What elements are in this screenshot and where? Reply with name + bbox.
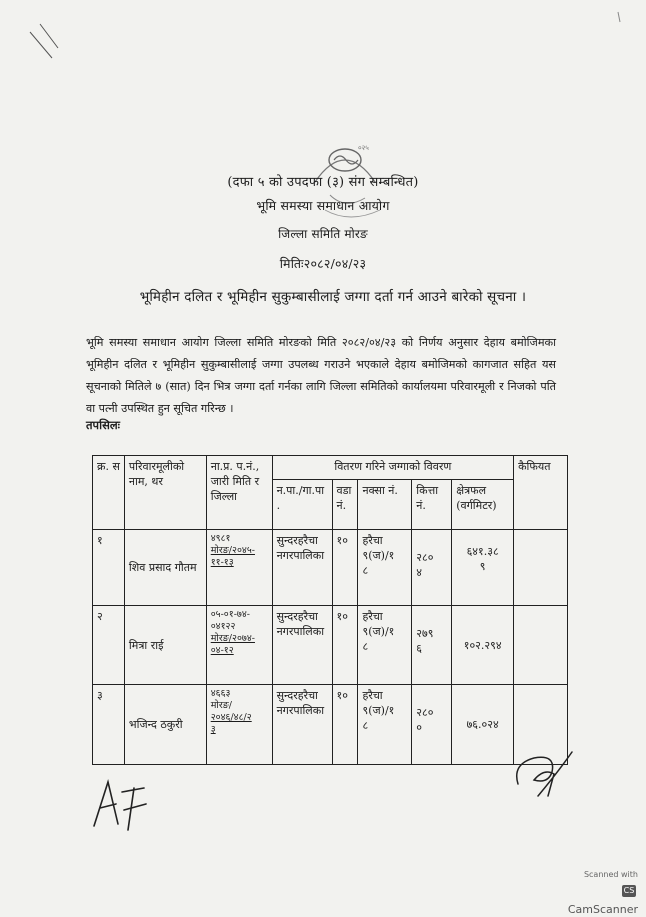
district-committee-name: जिल्ला समिति मोरङ: [278, 227, 368, 241]
citizenship-issue: मोरङ/२०४५-: [210, 545, 255, 557]
serial-cell: २: [93, 606, 125, 684]
citizenship-issue: मोरङ/: [210, 699, 232, 711]
area-line: १०२.२९४: [463, 638, 502, 652]
plot-line: ०: [416, 720, 423, 734]
citizenship-issue: ११-१३: [210, 557, 234, 569]
ward-cell: १०: [332, 684, 358, 764]
table-header-row: [93, 456, 568, 480]
remarks-cell: [514, 530, 568, 606]
svg-text:०२५: ०२५: [358, 144, 369, 152]
header-land-details: वितरण गरिने जग्गाको विवरण: [272, 456, 514, 480]
citizenship-number: ०५-०१-७४-: [210, 609, 250, 621]
area-cell: [452, 530, 514, 606]
handwritten-signature-right: [508, 744, 576, 806]
map-sheet-line: ८: [362, 640, 369, 654]
map-sheet-cell: [358, 530, 412, 606]
area-line: ७६.०२४: [466, 717, 499, 731]
plot-line: २८०: [416, 705, 434, 719]
camscanner-brand-label: CamScanner: [567, 903, 638, 916]
camscanner-logo-icon: CS: [623, 886, 635, 895]
map-sheet-line: हरैचा: [362, 688, 383, 702]
land-distribution-table: [92, 455, 568, 765]
map-sheet-line: ९(ज)/१: [362, 549, 395, 563]
name-cell: मित्रा राई: [124, 606, 206, 684]
header-ward: वडा नं.: [332, 480, 358, 530]
area-line: ६४१.३८: [466, 545, 499, 559]
notice-date: मितिः२०८२/०४/२३: [279, 256, 367, 271]
notice-body-paragraph: भूमि समस्या समाधान आयोग जिल्ला समिति मोरङको मिति २०८२/०४/२३ को निर्णय अनुसार देहाय बमोजिमका भूमिहीन दलित र भूमिहीन सुकुम्बासीलाई जग्गा उपलब्ध गराउने भएकाले देहाय बमोजिमको कागजात सहित यस सूचनाको मितिले ७ (सात) दिन भित्र जग्गा दर्ता गर्नका लागि जिल्ला समितिको कार्यालयमा परिवारमूली र निजको पति वा पत्नी उपस्थित हुन सूचित गरिन्छ ।: [86, 336, 556, 415]
plot-cell: [412, 684, 452, 764]
map-sheet-line: ८: [362, 718, 369, 732]
handwritten-signature-left: [88, 774, 158, 834]
ward-cell: १०: [332, 606, 358, 684]
area-cell: [452, 684, 514, 764]
citizenship-number: ४६६३: [210, 687, 231, 699]
details-label: तपसिलः: [86, 418, 120, 432]
citizenship-issue: मोरङ/२०७४-: [210, 633, 255, 645]
camscanner-brand-row: [568, 884, 638, 916]
citizenship-cell: [206, 530, 272, 606]
notice-title: भूमिहीन दलित र भूमिहीन सुकुम्बासीलाई जग्गा दर्ता गर्न आउने बारेको सूचना ।: [139, 289, 527, 305]
plot-line: ४: [416, 566, 423, 580]
map-sheet-line: ८: [362, 564, 369, 578]
serial-cell: ३: [93, 684, 125, 764]
citizenship-cell: [206, 606, 272, 684]
serial-cell: १: [93, 530, 125, 606]
name-cell: शिव प्रसाद गौतम: [124, 530, 206, 606]
plot-line: २८०: [416, 551, 434, 565]
area-line: ९: [479, 560, 486, 574]
citizenship-issue: ०४-१२: [210, 645, 234, 657]
citizenship-number: ४९८१: [210, 533, 231, 545]
table-row: [93, 684, 568, 764]
header-remarks: कैफियत: [514, 456, 568, 530]
plot-line: ६: [416, 642, 423, 656]
table-row: [93, 530, 568, 606]
clause-reference-line: (दफा ५ को उपदफा (३) संग सम्बन्धित): [227, 175, 419, 190]
header-citizenship: ना.प्र. प.नं., जारी मिति र जिल्ला: [206, 456, 272, 530]
scanned-with-label: Scanned with: [583, 870, 638, 879]
header-map-sheet: नक्सा नं.: [358, 480, 412, 530]
citizenship-issue: ०४१२२: [210, 621, 236, 633]
remarks-cell: [514, 606, 568, 684]
plot-cell: [412, 530, 452, 606]
plot-line: २७९: [416, 627, 434, 641]
map-sheet-line: हरैचा: [362, 610, 383, 624]
header-family-head: परिवारमूलीको नाम, थर: [124, 456, 206, 530]
plot-cell: [412, 606, 452, 684]
citizenship-issue: २०४६/४८/२: [210, 711, 252, 723]
citizenship-issue: ३: [210, 723, 216, 735]
table-row: [93, 606, 568, 684]
citizenship-cell: [206, 684, 272, 764]
map-sheet-line: ९(ज)/१: [362, 703, 395, 717]
header-municipality: न.पा./गा.पा .: [272, 480, 332, 530]
map-sheet-cell: [358, 684, 412, 764]
ward-cell: १०: [332, 530, 358, 606]
municipality-cell: सुन्दरहरैचा नगरपालिका: [272, 684, 332, 764]
area-cell: [452, 606, 514, 684]
commission-name: भूमि समस्या समाधान आयोग: [256, 198, 390, 213]
map-sheet-line: ९(ज)/१: [362, 625, 395, 639]
header-area: क्षेत्रफल (वर्गमिटर): [452, 480, 514, 530]
map-sheet-line: हरैचा: [362, 534, 383, 548]
header-serial: क्र. स: [93, 456, 125, 530]
municipality-cell: सुन्दरहरैचा नगरपालिका: [272, 606, 332, 684]
map-sheet-cell: [358, 606, 412, 684]
name-cell: भजिन्द ठकुरी: [124, 684, 206, 764]
municipality-cell: सुन्दरहरैचा नगरपालिका: [272, 530, 332, 606]
header-plot: कित्ता नं.: [412, 480, 452, 530]
